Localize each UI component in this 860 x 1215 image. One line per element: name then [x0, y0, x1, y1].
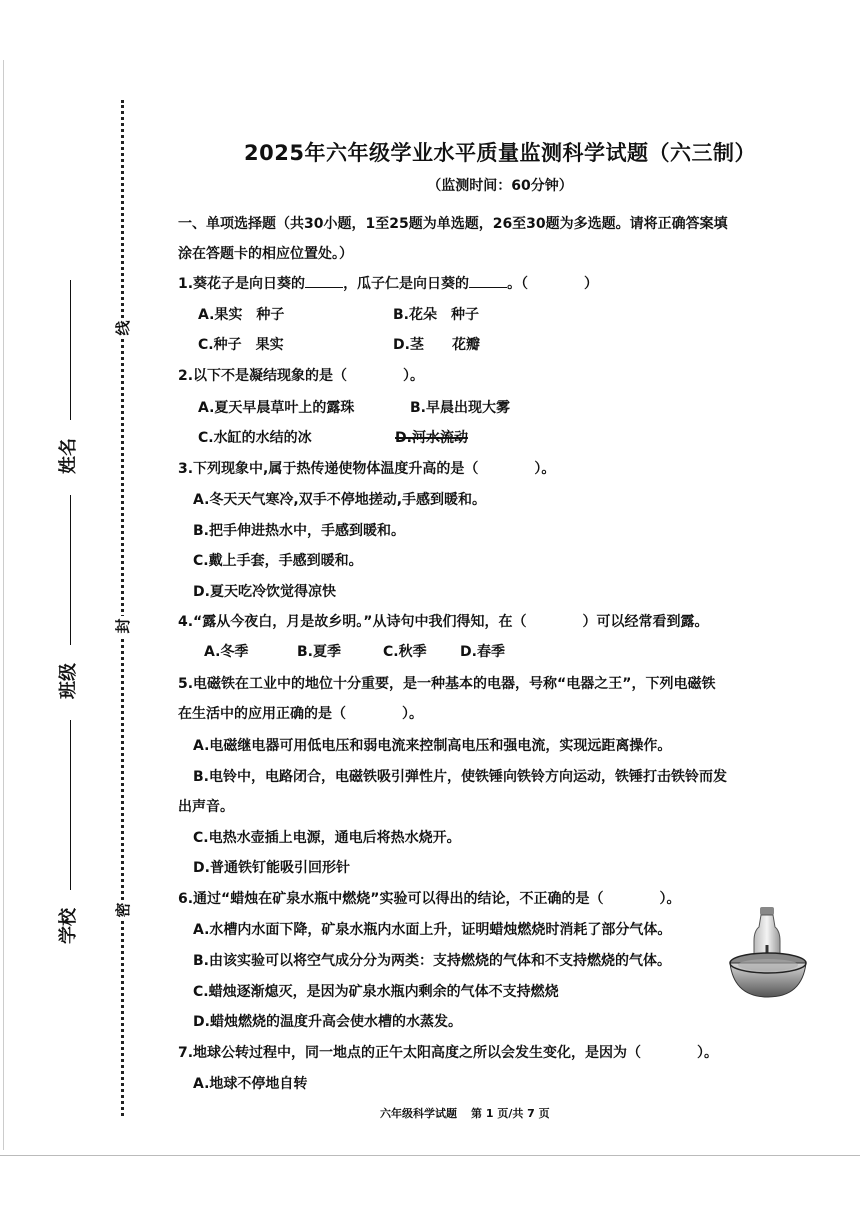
question-4-option-a: A.冬季 — [204, 644, 249, 660]
question-1-stem-part2: ，瓜子仁是向日葵的 — [343, 276, 470, 292]
question-1-option-b: B.花朵 种子 — [393, 307, 479, 323]
question-1-option-a: A.果实 种子 — [198, 307, 285, 323]
question-1-option-d: D.茎 花瓣 — [393, 337, 480, 353]
question-2-stem: 2.以下不是凝结现象的是（ ）。 — [178, 368, 425, 384]
candle-bottle-basin-illustration — [728, 905, 808, 1001]
question-1-stem — [178, 273, 598, 293]
section-instructions-line2: 涂在答题卡的相应位置处。） — [178, 246, 353, 262]
question-4-option-c: C.秋季 — [383, 644, 427, 660]
page-footer — [380, 1105, 550, 1121]
seal-mark-feng: 封 — [113, 616, 133, 636]
question-5-option-b-line1: B.电铃中，电路闭合，电磁铁吸引弹性片，使铁锤向铁铃方向运动，铁锤打击铁铃而发 — [193, 769, 727, 785]
exam-title: 2025年六年级学业水平质量监测科学试题（六三制） — [244, 141, 756, 165]
school-label: 学校 — [58, 908, 79, 944]
question-6-stem: 6.通过“蜡烛在矿泉水瓶中燃烧”实验可以得出的结论，不正确的是（ ）。 — [178, 891, 681, 907]
footer-exam-name: 六年级科学试题 — [380, 1107, 457, 1120]
question-5-option-a: A.电磁继电器可用低电压和弱电流来控制高电压和强电流，实现远距离操作。 — [193, 738, 672, 754]
question-2-option-c: C.水缸的水结的冰 — [198, 430, 312, 446]
question-3-option-b: B.把手伸进热水中，手感到暖和。 — [193, 523, 405, 539]
name-blank-line — [70, 280, 71, 420]
question-4-stem: 4.“露从今夜白，月是故乡明。”从诗句中我们得知，在（ ）可以经常看到露。 — [178, 614, 709, 630]
name-label: 姓名 — [58, 438, 79, 474]
question-3-option-a: A.冬天天气寒冷,双手不停地搓动,手感到暖和。 — [193, 492, 487, 508]
question-5-stem-line1: 5.电磁铁在工业中的地位十分重要，是一种基本的电器，号称“电器之王”，下列电磁铁 — [178, 676, 716, 692]
question-4-option-b: B.夏季 — [297, 644, 341, 660]
question-5-option-d: D.普通铁钉能吸引回形针 — [193, 860, 350, 876]
question-6-option-c: C.蜡烛逐渐熄灭，是因为矿泉水瓶内剩余的气体不支持燃烧 — [193, 984, 559, 1000]
question-1-stem-part1: 1.葵花子是向日葵的 — [178, 276, 306, 292]
answer-blank — [469, 275, 507, 288]
page-edge — [3, 60, 4, 1150]
question-5-option-c: C.电热水壶插上电源，通电后将热水烧开。 — [193, 830, 461, 846]
question-2-option-b: B.早晨出现大雾 — [410, 400, 510, 416]
question-1-option-c: C.种子 果实 — [198, 337, 284, 353]
question-6-option-d: D.蜡烛燃烧的温度升高会使水槽的水蒸发。 — [193, 1014, 462, 1030]
exam-duration: （监测时间：60分钟） — [427, 178, 573, 194]
section-instructions-line1: 一、单项选择题（共30小题，1至25题为单选题，26至30题为多选题。请将正确答案填 — [178, 216, 728, 232]
question-5-stem-line2: 在生活中的应用正确的是（ ）。 — [178, 706, 423, 722]
question-3-option-d: D.夏天吃冷饮觉得凉快 — [193, 584, 336, 600]
seal-mark-xian: 线 — [113, 318, 133, 338]
question-3-stem: 3.下列现象中,属于热传递使物体温度升高的是（ ）。 — [178, 461, 556, 477]
question-2-option-a: A.夏天早晨草叶上的露珠 — [198, 400, 355, 416]
question-3-option-c: C.戴上手套，手感到暖和。 — [193, 553, 363, 569]
footer-page-number: 第 1 页/共 7 页 — [471, 1107, 550, 1120]
scan-bottom-edge — [0, 1155, 860, 1156]
binding-dotted-line — [121, 100, 124, 1116]
question-7-stem: 7.地球公转过程中，同一地点的正午太阳高度之所以会发生变化，是因为（ ）。 — [178, 1045, 719, 1061]
question-5-option-b-line2: 出声音。 — [178, 799, 234, 815]
question-2-option-d: D.河水流动 — [395, 430, 468, 446]
answer-blank — [305, 275, 343, 288]
question-6-option-b: B.由该实验可以将空气成分分为两类：支持燃烧的气体和不支持燃烧的气体。 — [193, 953, 671, 969]
class-blank-line — [70, 495, 71, 645]
question-6-option-a: A.水槽内水面下降，矿泉水瓶内水面上升，证明蜡烛燃烧时消耗了部分气体。 — [193, 922, 672, 938]
class-label: 班级 — [58, 663, 79, 699]
question-7-option-a: A.地球不停地自转 — [193, 1076, 308, 1092]
question-4-option-d: D.春季 — [460, 644, 505, 660]
school-blank-line — [70, 720, 71, 890]
question-1-stem-part3: 。（ ） — [507, 276, 599, 292]
seal-mark-mi: 密 — [113, 900, 133, 920]
